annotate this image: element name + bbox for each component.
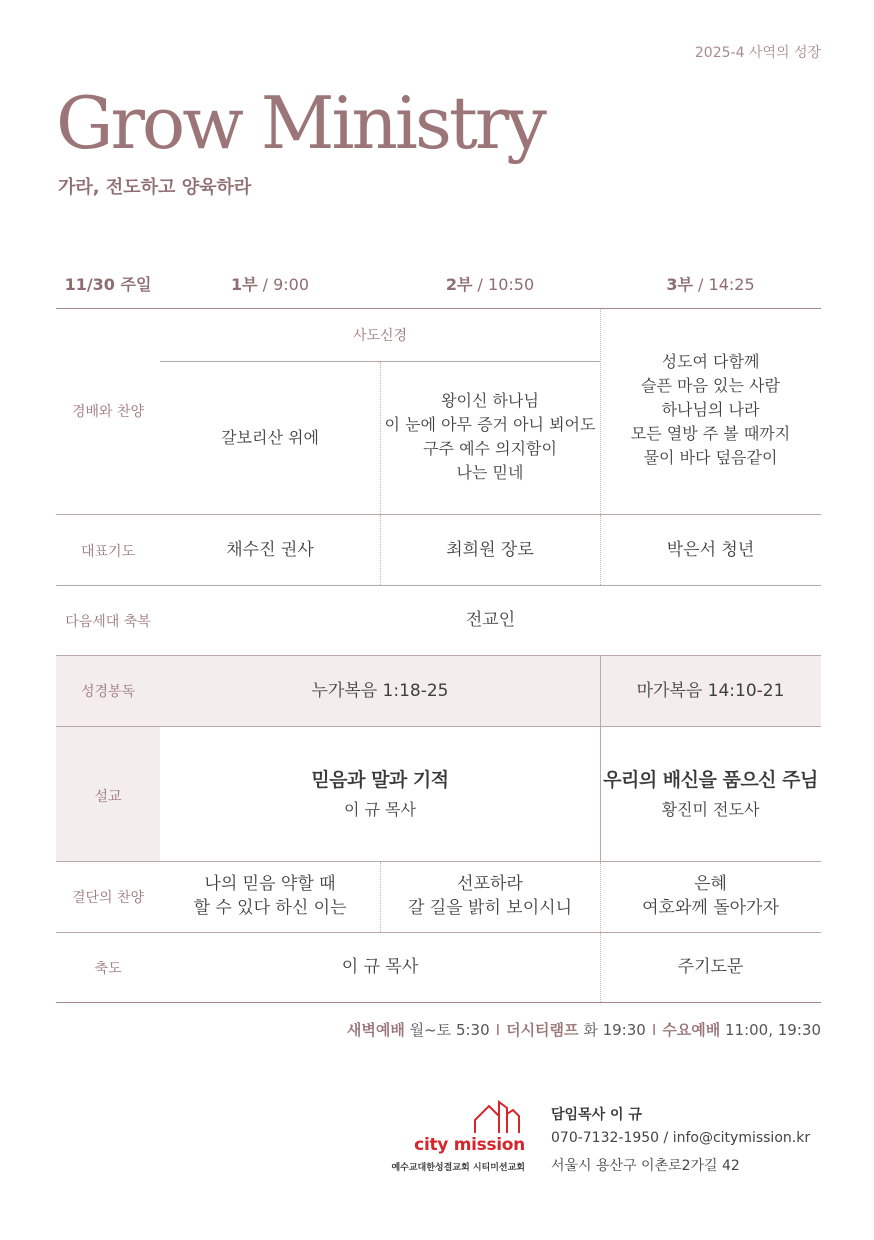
table-top-rule [56,308,821,309]
page-title: Grow Ministry [56,81,544,165]
reading-service-3: 마가복음 14:10-21 [636,681,785,701]
creed-label: 사도신경 [352,328,408,344]
prayer-service-1: 채수진 권사 [226,540,314,560]
issue-tag: 2025-4 사역의 성장 [694,45,821,61]
row-divider [56,861,821,862]
response-label: 결단의 찬양 [71,890,145,906]
table-bottom-rule [56,1002,821,1003]
worship-service-3: 성도여 다함께 슬픈 마음 있는 사람 하나님의 나라 모든 열방 주 볼 때까지 물이 바다 덮음같이 [630,352,791,467]
logo-subtitle: 예수교대한성결교회 시티미션교회 [391,1163,525,1173]
weekday-services: 새벽예배 월~토 5:30 I 더시티램프 화 19:30 I 수요예배 11:00, 19:30 [346,1021,821,1039]
prayer-label: 대표기도 [80,544,136,560]
sermon-label: 설교 [94,789,122,805]
worship-service-2: 왕이신 하나님 이 눈에 아무 증거 아니 뵈어도 구주 예수 의지함이 나는 믿네 [384,391,596,482]
service-1-header: 1부 / 9:00 [230,275,310,294]
sermon-preacher-service-3: 황진미 전도사 [661,800,760,819]
service-2-header: 2부 / 10:50 [445,275,535,294]
column-divider [600,727,601,861]
reading-service-1-2: 누가복음 1:18-25 [311,681,449,701]
row-divider [56,585,821,586]
response-service-3: 은혜 여호와께 돌아가자 [642,874,779,918]
worship-service-1: 갈보리산 위에 [221,428,319,447]
prayer-service-2: 최희원 장로 [446,540,534,560]
city-building-icon [473,1098,523,1134]
benediction-service-1-2: 이 규 목사 [341,957,419,977]
prayer-service-3: 박은서 청년 [666,540,755,560]
sermon-title-service-1-2: 믿음과 말과 기적 [311,769,449,791]
sermon-preacher-service-1-2: 이 규 목사 [344,800,416,819]
benediction-label: 축도 [94,961,122,977]
sermon-title-service-3: 우리의 배신을 품으신 주님 [603,769,818,791]
church-address: 서울시 용산구 이촌로2가길 42 [551,1158,740,1174]
row-divider [56,932,821,933]
schedule-date: 11/30 주일 [64,275,152,294]
logo-name: city mission [414,1135,525,1155]
blessing-label: 다음세대 축복 [65,614,151,630]
row-divider [56,655,821,656]
page-subtitle: 가라, 전도하고 양육하라 [58,177,252,198]
worship-label: 경배와 찬양 [71,404,145,420]
row-divider [56,514,821,515]
response-service-1: 나의 믿음 약할 때 할 수 있다 하신 이는 [193,874,347,918]
church-logo [355,1095,525,1175]
senior-pastor: 담임목사 이 규 [551,1107,642,1123]
service-3-header: 3부 / 14:25 [666,275,755,294]
response-service-2: 선포하라 갈 길을 밝히 보이시니 [407,874,572,918]
blessing-all: 전교인 [465,610,516,630]
contact-info: 070-7132-1950 / info@citymission.kr [551,1130,811,1146]
benediction-service-3: 주기도문 [677,957,744,977]
reading-label: 성경봉독 [80,684,136,700]
row-divider [56,726,821,727]
